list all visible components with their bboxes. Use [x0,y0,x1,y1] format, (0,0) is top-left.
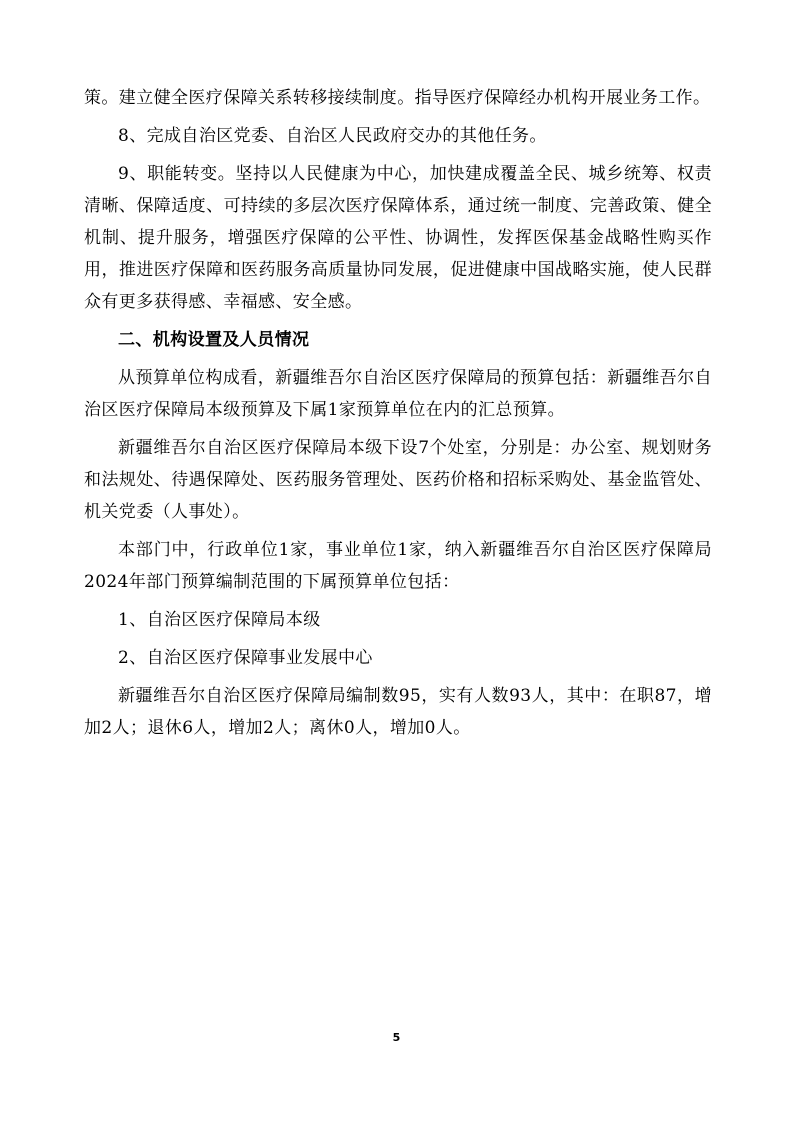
paragraph-departments: 新疆维吾尔自治区医疗保障局本级下设7个处室，分别是：办公室、规划财务和法规处、待遇保障处、医药服务管理处、医药价格和招标采购处、基金监管处、机关党委（人事处）。 [84,438,712,522]
page-number: 5 [392,1031,401,1044]
paragraph-item-9: 9、职能转变。坚持以人民健康为中心，加快建成覆盖全民、城乡统筹、权责清晰、保障适度、可持续的多层次医疗保障体系，通过统一制度、完善政策、健全机制、提升服务，增强医疗保障的公平性、协调性，发挥医保基金战略性购买作用，推进医疗保障和医药服务高质量协同发展，促进健康中国战略实施，使人民群众有更多获得感、幸福感、安全感。 [84,164,712,312]
paragraph-units: 本部门中，行政单位1家，事业单位1家，纳入新疆维吾尔自治区医疗保障局2024年部门预算编制范围的下属预算单位包括： [84,540,712,592]
paragraph-item-8: 8、完成自治区党委、自治区人民政府交办的其他任务。 [118,126,547,146]
section-heading: 二、机构设置及人员情况 [118,330,310,350]
paragraph-continuation: 策。建立健全医疗保障关系转移接续制度。指导医疗保障经办机构开展业务工作。 [84,88,711,108]
list-item-2: 2、自治区医疗保障事业发展中心 [118,648,373,668]
paragraph-budget-composition: 从预算单位构成看，新疆维吾尔自治区医疗保障局的预算包括：新疆维吾尔自治区医疗保障局本级预算及下属1家预算单位在内的汇总预算。 [84,368,712,420]
document-body [84,82,712,750]
paragraph-staffing: 新疆维吾尔自治区医疗保障局编制数95，实有人数93人，其中：在职87，增加2人；退休6人，增加2人；离休0人，增加0人。 [84,686,712,738]
list-item-1: 1、自治区医疗保障局本级 [118,610,321,630]
